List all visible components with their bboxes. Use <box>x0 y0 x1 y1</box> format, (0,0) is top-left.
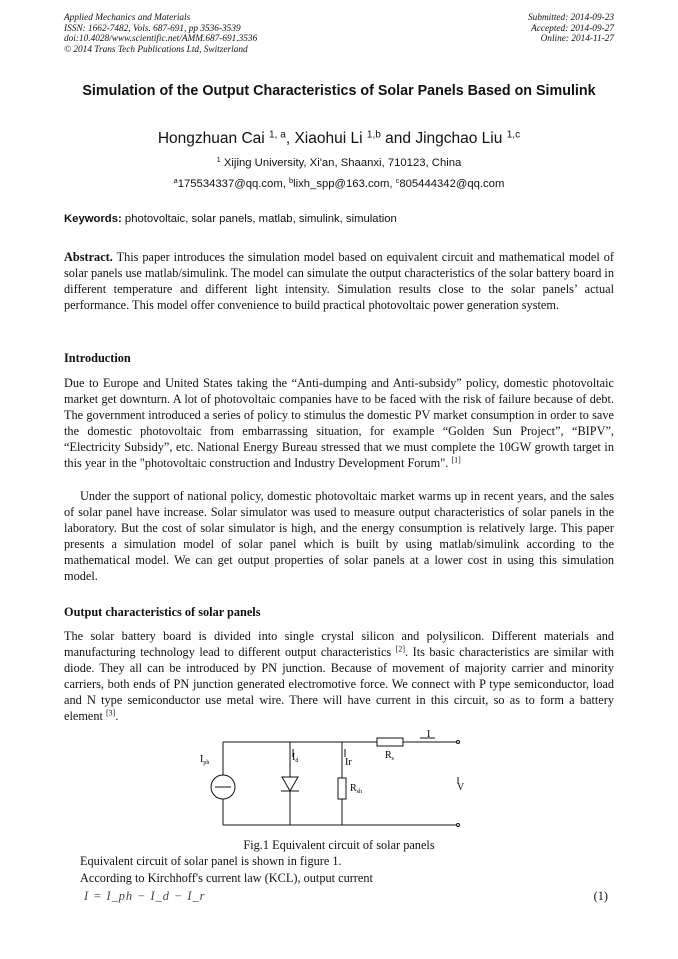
author-name: Hongzhuan Cai <box>157 130 265 147</box>
abstract <box>64 249 614 313</box>
citation[interactable]: [1] <box>451 456 461 466</box>
keywords-text: photovoltaic, solar panels, matlab, simulink, simulation <box>124 213 397 225</box>
author-name: and Jingchao Liu <box>385 130 503 147</box>
online-date: Online: 2014-11-27 <box>540 34 614 45</box>
abstract-text: This paper introduces the simulation model based on equivalent circuit and mathematical model of solar panels use matlab/simulink. The model can simulate the output characteristics of the solar battery board in different temperature and different light intensity. Simulation results close to the solar panels’ actual performance. This model offer convenience to build practical photovoltaic power generation system. <box>64 250 614 313</box>
v-label: V <box>457 782 465 793</box>
paragraph-text: Under the support of national policy, domestic photovoltaic market warms up in recent years, and the sales of solar panel have increase. Solar simulator was used to measure output characteristics of solar panels in the laboratory. But the cost of solar simulator is high, and the energy consumption is relatively large. This paper presents a simulation model of solar panel which is built by using matlab/simulink according to the mathematical model. We can get output properties of solar panels at a lower cost in using this simulation model. <box>64 489 614 584</box>
email-list <box>64 175 614 190</box>
submitted-date: Submitted: 2014-09-23 <box>528 13 614 23</box>
id-label: $I_d$ <box>292 752 299 764</box>
author-list: Hongzhuan Cai $^{1, a}$, Xiaohui Li $^{1,b}$ and Jingchao Liu $^{1,c}$ <box>157 129 521 147</box>
rsh-label: $R_{sh}$ <box>350 783 363 795</box>
iph-label: $I_{ph}$ <box>200 754 210 766</box>
citation[interactable]: [2] <box>395 644 406 654</box>
i-label: I <box>427 729 431 740</box>
email-sup: b <box>289 175 294 185</box>
terminal-bottom <box>457 824 460 827</box>
paragraph-text: . <box>115 709 119 724</box>
email-sup: c <box>395 175 400 185</box>
doi: doi:10.4028/www.scientific.net/AMM.687-691.3536 <box>64 34 258 45</box>
citation[interactable]: [3] <box>106 709 116 719</box>
equivalent-circuit-diagram <box>195 729 475 835</box>
copyright: © 2014 Trans Tech Publications Ltd, Switzerland <box>64 44 248 55</box>
paragraph-text: Due to Europe and United States taking the “Anti-dumping and Anti-subsidy” policy, domestic photovoltaic market get downturn. A lot of photovoltaic companies have to be faced with the risk of failure because of debt. The government introduced a series of policy to stimulus the domestic PV market consumption in order to save the domestic photovoltaic from embarrassing situation, for example “Golden Sun Project”, “BIPV”, “Electricity Subsidy”, etc. National Energy Bureau stressed that we must complete the 10GW growth target in this year in the "photovoltaic construction and Industry Development Forum". <box>64 376 614 471</box>
paragraph-text: . Its basic characteristics are similar with diode. They all can be introduced by PN junction. Because of movement of majority carrier and minority carriers, both ends of PN junction generated electromotive force. We connect with P type semiconductor, load and N type semiconductor use metal wire. There will have current in this circuit, so as to form a battery element <box>64 645 614 724</box>
figure-reference-line: Equivalent circuit of solar panel is shown in figure 1. <box>80 854 342 868</box>
affiliation <box>64 154 614 169</box>
paragraph-text: The solar battery board is divided into single crystal silicon and polysilicon. Different materials and manufacturing technology lead to different output characteristics <box>64 629 614 660</box>
accepted-date: Accepted: 2014-09-27 <box>531 23 614 34</box>
affiliation-text: Xijing University, Xi'an, Shaanxi, 710123, China <box>223 157 462 169</box>
kcl-line: According to Kirchhoff's current law (KCL), output current <box>80 871 373 885</box>
abstract-label: Abstract. <box>64 250 113 264</box>
diode-icon <box>282 777 298 791</box>
email-link[interactable]: lixh_spp@163.com, <box>293 178 393 190</box>
terminal-top <box>457 741 460 744</box>
email-sup: a <box>173 175 178 185</box>
rs-label: $R_s$ <box>385 750 395 762</box>
author-affil-sup: 1,b <box>366 129 381 141</box>
intro-paragraph-2 <box>64 488 614 585</box>
figure-caption: Fig.1 Equivalent circuit of solar panels <box>243 838 435 852</box>
issn: ISSN: 1662-7482, Vols. 687-691, pp 3536-3539 <box>64 23 241 34</box>
section-heading-introduction: Introduction <box>64 351 131 365</box>
ir-label: Ir <box>345 757 352 768</box>
paper-title: Simulation of the Output Characteristics of Solar Panels Based on Simulink <box>82 83 596 99</box>
email-link[interactable]: 175534337@qq.com, <box>177 178 286 190</box>
email-link[interactable]: 805444342@qq.com <box>399 178 505 190</box>
journal-header <box>64 13 257 55</box>
keywords <box>64 213 397 225</box>
author-name: Xiaohui Li <box>294 130 363 147</box>
intro-paragraph-1 <box>64 375 614 472</box>
dates-header <box>528 13 614 45</box>
section-heading-output: Output characteristics of solar panels <box>64 605 261 619</box>
journal-name: Applied Mechanics and Materials <box>64 13 191 23</box>
affiliation-sup: 1 <box>216 154 221 164</box>
keywords-label: Keywords: <box>64 213 122 225</box>
author-affil-sup: 1, a <box>269 129 286 141</box>
equation-number: (1) <box>593 889 608 903</box>
shunt-resistor <box>338 778 346 799</box>
series-resistor <box>377 738 403 746</box>
author-affil-sup: 1,c <box>506 129 521 141</box>
output-paragraph <box>64 628 614 725</box>
equation-1: I = I_ph − I_d − I_r <box>84 889 206 903</box>
